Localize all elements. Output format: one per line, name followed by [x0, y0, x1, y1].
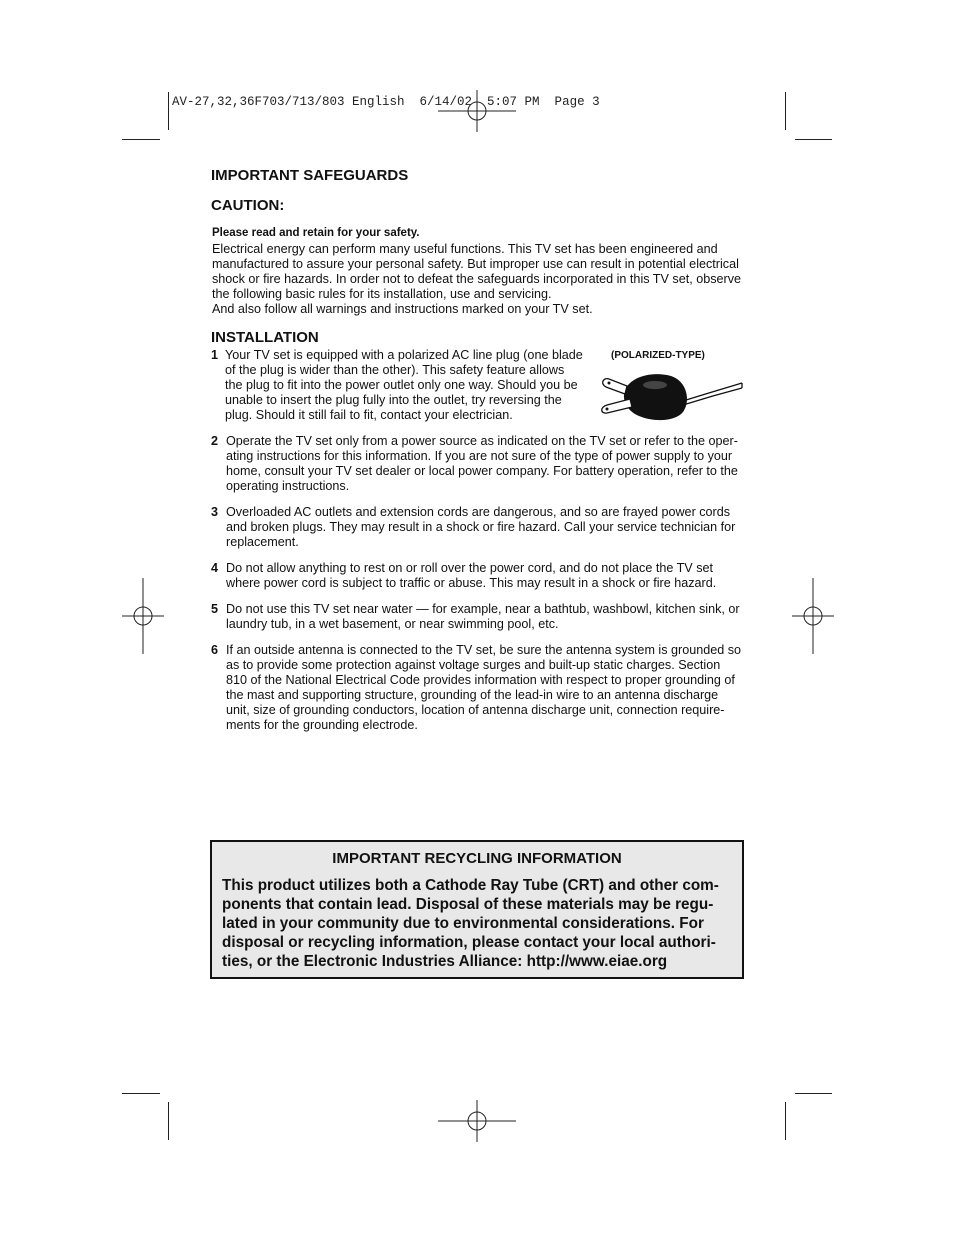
crop-mark-bottom-left-h	[122, 1093, 160, 1094]
item-line: ating instructions for this information. If you are not sure of the type of power supply to your	[226, 449, 733, 463]
item-line: where power cord is subject to traffic or abuse. This may result in a shock or fire hazard.	[226, 576, 717, 590]
recycling-line: disposal or recycling information, please contact your local authori-	[222, 934, 716, 951]
item-line: the mast and supporting structure, grounding of the lead-in wire to an antenna discharge	[226, 688, 719, 702]
caution-line: And also follow all warnings and instructions marked on your TV set.	[212, 302, 593, 316]
item-line: of the plug is wider than the other). This safety feature allows	[225, 363, 565, 377]
item-line: laundry tub, in a wet basement, or near swimming pool, etc.	[226, 617, 559, 631]
item-number: 4	[211, 561, 219, 575]
polarized-plug-illustration	[597, 368, 743, 424]
crop-mark-top-right-h	[795, 139, 832, 140]
caution-subhead: Please read and retain for your safety.	[212, 227, 420, 239]
recycling-info-box	[210, 840, 744, 979]
caution-intro	[212, 242, 746, 317]
crop-mark-top-left-v	[168, 92, 169, 130]
recycling-title: IMPORTANT RECYCLING INFORMATION	[332, 850, 622, 867]
item-line: unit, size of grounding conductors, location of antenna discharge unit, connection require-	[226, 703, 725, 717]
item-line: Do not use this TV set near water — for example, near a bathtub, washbowl, kitchen sink, or	[226, 602, 740, 616]
item-line: Do not allow anything to rest on or roll over the power cord, and do not place the TV set	[226, 561, 714, 575]
caution-line: shock or fire hazards. In order not to defeat the safeguards incorporated in this TV set, observe	[212, 272, 741, 286]
recycling-line: ties, or the Electronic Industries Alliance: http://www.eiae.org	[222, 953, 668, 970]
caution-line: Electrical energy can perform many useful functions. This TV set has been engineered and	[212, 242, 718, 256]
item-line: unable to insert the plug fully into the outlet, try reversing the	[225, 393, 562, 407]
registration-mark-left	[122, 578, 164, 654]
crop-mark-bottom-left-v	[168, 1102, 169, 1140]
item-line: Overloaded AC outlets and extension cords are dangerous, and so are frayed power cords	[226, 505, 731, 519]
item-text	[226, 434, 746, 494]
item-line: the plug to fit into the power outlet only one way. Should you be	[225, 378, 578, 392]
item-number: 5	[211, 602, 219, 616]
item-line: If an outside antenna is connected to the TV set, be sure the antenna system is grounded so	[226, 643, 742, 657]
registration-mark-bottom	[438, 1100, 516, 1142]
item-line: Your TV set is equipped with a polarized AC line plug (one blade	[225, 348, 583, 362]
item-line: operating instructions.	[226, 479, 350, 493]
page-title: IMPORTANT SAFEGUARDS	[211, 167, 409, 184]
item-text	[226, 561, 746, 591]
item-line: plug. Should it still fail to fit, contact your electrician.	[225, 408, 513, 422]
caution-line: the following basic rules for its installation, use and servicing.	[212, 287, 552, 301]
item-text	[226, 505, 746, 550]
recycling-line: lated in your community due to environmental considerations. For	[222, 915, 704, 932]
item-text	[226, 643, 746, 733]
item-number: 2	[211, 434, 219, 448]
item-line: ments for the grounding electrode.	[226, 718, 418, 732]
installation-heading: INSTALLATION	[211, 329, 319, 346]
item-line: Operate the TV set only from a power source as indicated on the TV set or refer to the oper-	[226, 434, 738, 448]
item-text	[226, 602, 746, 632]
crop-mark-bottom-right-h	[795, 1093, 832, 1094]
recycling-line: ponents that contain lead. Disposal of these materials may be regu-	[222, 896, 714, 913]
recycling-line: This product utilizes both a Cathode Ray Tube (CRT) and other com-	[222, 877, 719, 894]
item-text	[225, 348, 595, 423]
item-number: 1	[211, 348, 219, 362]
print-slug: AV-27,32,36F703/713/803 English 6/14/02 5:07 PM Page 3	[172, 95, 600, 109]
item-line: home, consult your TV set dealer or local power company. For battery operation, refer to the	[226, 464, 738, 478]
item-line: replacement.	[226, 535, 299, 549]
plug-label: (POLARIZED-TYPE)	[611, 350, 705, 361]
item-line: as to provide some protection against voltage surges and built-up static charges. Section	[226, 658, 721, 672]
recycling-body	[222, 876, 737, 971]
caution-heading: CAUTION:	[211, 197, 285, 214]
crop-mark-top-left-h	[122, 139, 160, 140]
item-number: 6	[211, 643, 219, 657]
item-number: 3	[211, 505, 219, 519]
registration-mark-top	[438, 90, 516, 132]
crop-mark-bottom-right-v	[785, 1102, 786, 1140]
registration-mark-right	[792, 578, 834, 654]
item-line: and broken plugs. They may result in a shock or fire hazard. Call your service technician for	[226, 520, 736, 534]
item-line: 810 of the National Electrical Code provides information with respect to proper grounding of	[226, 673, 735, 687]
caution-line: manufactured to assure your personal safety. But improper use can result in potential electrical	[212, 257, 739, 271]
crop-mark-top-right-v	[785, 92, 786, 130]
